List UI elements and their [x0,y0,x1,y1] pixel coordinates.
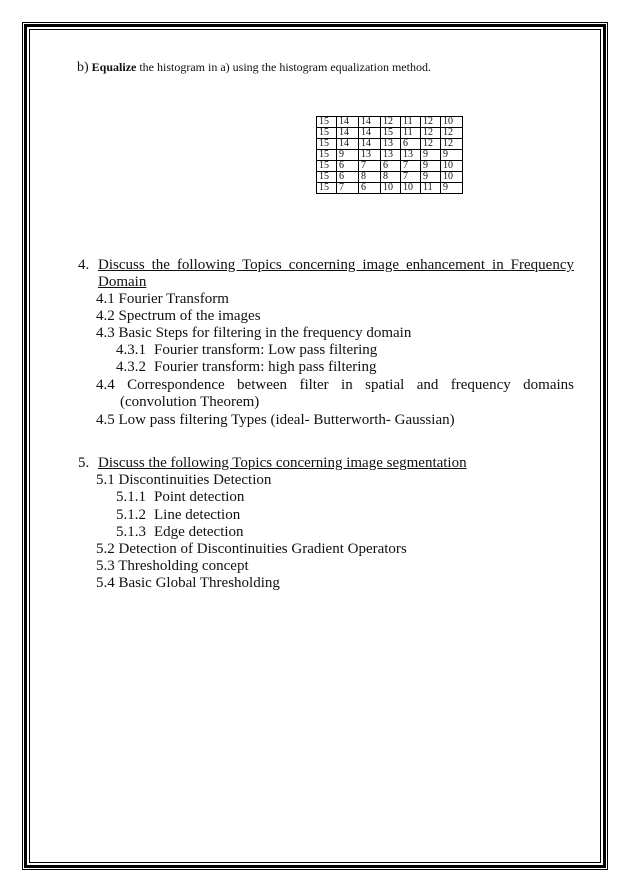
topic-5-1: 5.1 Discontinuities Detection [96,472,272,488]
matrix-cell: 13 [381,150,401,161]
matrix-cell: 13 [381,139,401,150]
matrix-cell: 9 [421,150,441,161]
topic-5-1-3-text: Edge detection [154,524,244,540]
matrix-cell: 11 [421,183,441,194]
matrix-cell: 8 [359,172,381,183]
matrix-cell: 15 [381,128,401,139]
matrix-row [317,128,463,139]
section-5-number: 5. [78,455,90,471]
matrix-cell: 10 [441,161,463,172]
topic-5-1-1-number: 5.1.1 [116,489,146,505]
matrix-cell: 10 [441,172,463,183]
topic-5-1-1 [116,489,244,506]
matrix-cell: 14 [359,139,381,150]
matrix-cell: 15 [317,150,337,161]
matrix-cell: 6 [337,172,359,183]
topic-5-1-3-number: 5.1.3 [116,524,146,540]
matrix-cell: 6 [401,139,421,150]
matrix-cell: 14 [359,128,381,139]
matrix-cell: 9 [441,183,463,194]
matrix-cell: 10 [401,183,421,194]
topic-5-1-3 [116,524,244,541]
matrix-cell: 15 [317,183,337,194]
matrix-cell: 12 [381,117,401,128]
topic-5-2: 5.2 Detection of Discontinuities Gradient Operators [96,541,407,557]
topic-5-3: 5.3 Thresholding concept [96,558,249,574]
topic-4-3-2 [116,359,376,376]
matrix-row [317,172,463,183]
matrix-cell: 14 [359,117,381,128]
matrix-cell: 11 [401,128,421,139]
topic-4-3-1 [116,342,377,359]
matrix-cell: 10 [381,183,401,194]
matrix-cell: 11 [401,117,421,128]
question-b-keyword: Equalize [91,60,137,74]
matrix-cell: 14 [337,128,359,139]
matrix-cell: 13 [359,150,381,161]
section-4-heading-cont: Domain [98,274,147,290]
matrix-row [317,150,463,161]
matrix-row [317,161,463,172]
matrix-cell: 10 [441,117,463,128]
matrix-cell: 15 [317,172,337,183]
matrix-cell: 9 [337,150,359,161]
matrix-cell: 6 [359,183,381,194]
topic-4-3-2-number: 4.3.2 [116,359,146,375]
matrix-cell: 14 [337,139,359,150]
matrix-cell: 15 [317,161,337,172]
question-b [77,60,431,76]
topic-5-1-2-text: Line detection [154,507,241,523]
matrix-cell: 13 [401,150,421,161]
topic-5-4: 5.4 Basic Global Thresholding [96,575,280,591]
page-border-inner [29,29,601,863]
section-4-heading: Discuss the following Topics concerning image enhancement in Frequency [98,257,574,273]
matrix-cell: 9 [421,161,441,172]
topic-4-4-cont: (convolution Theorem) [120,394,260,410]
matrix-cell: 7 [359,161,381,172]
matrix-cell: 7 [401,161,421,172]
matrix-cell: 15 [317,128,337,139]
topic-4-3-2-text: Fourier transform: high pass filtering [154,359,377,375]
matrix-row [317,183,463,194]
topic-4-3: 4.3 Basic Steps for filtering in the frequency domain [96,325,412,341]
section-5-heading: Discuss the following Topics concerning image segmentation [98,455,467,471]
matrix-row [317,117,463,128]
topic-4-1: 4.1 Fourier Transform [96,291,229,307]
matrix-cell: 12 [421,139,441,150]
question-b-text: the histogram in a) using the histogram equalization method. [136,60,431,74]
section-4-number: 4. [78,257,90,273]
question-b-label: b) [77,60,89,75]
topic-5-1-2-number: 5.1.2 [116,507,146,523]
matrix-cell: 15 [317,139,337,150]
topic-4-3-1-text: Fourier transform: Low pass filtering [154,342,378,358]
topic-4-5: 4.5 Low pass filtering Types (ideal- Butterworth- Gaussian) [96,412,455,428]
topic-4-2: 4.2 Spectrum of the images [96,308,261,324]
matrix-cell: 7 [337,183,359,194]
matrix-cell: 8 [381,172,401,183]
matrix-cell: 15 [317,117,337,128]
topic-4-3-1-number: 4.3.1 [116,342,146,358]
matrix-cell: 7 [401,172,421,183]
matrix-cell: 6 [337,161,359,172]
matrix-cell: 6 [381,161,401,172]
topic-5-1-2 [116,507,240,524]
image-matrix-table [316,116,463,194]
matrix-cell: 12 [421,117,441,128]
matrix-cell: 9 [441,150,463,161]
matrix-cell: 12 [421,128,441,139]
matrix-cell: 12 [441,128,463,139]
matrix-cell: 14 [337,117,359,128]
matrix-row [317,139,463,150]
topic-4-4: 4.4 Correspondence between filter in spatial and frequency domains [96,377,574,393]
matrix-cell: 9 [421,172,441,183]
matrix-cell: 12 [441,139,463,150]
topic-5-1-1-text: Point detection [154,489,245,505]
